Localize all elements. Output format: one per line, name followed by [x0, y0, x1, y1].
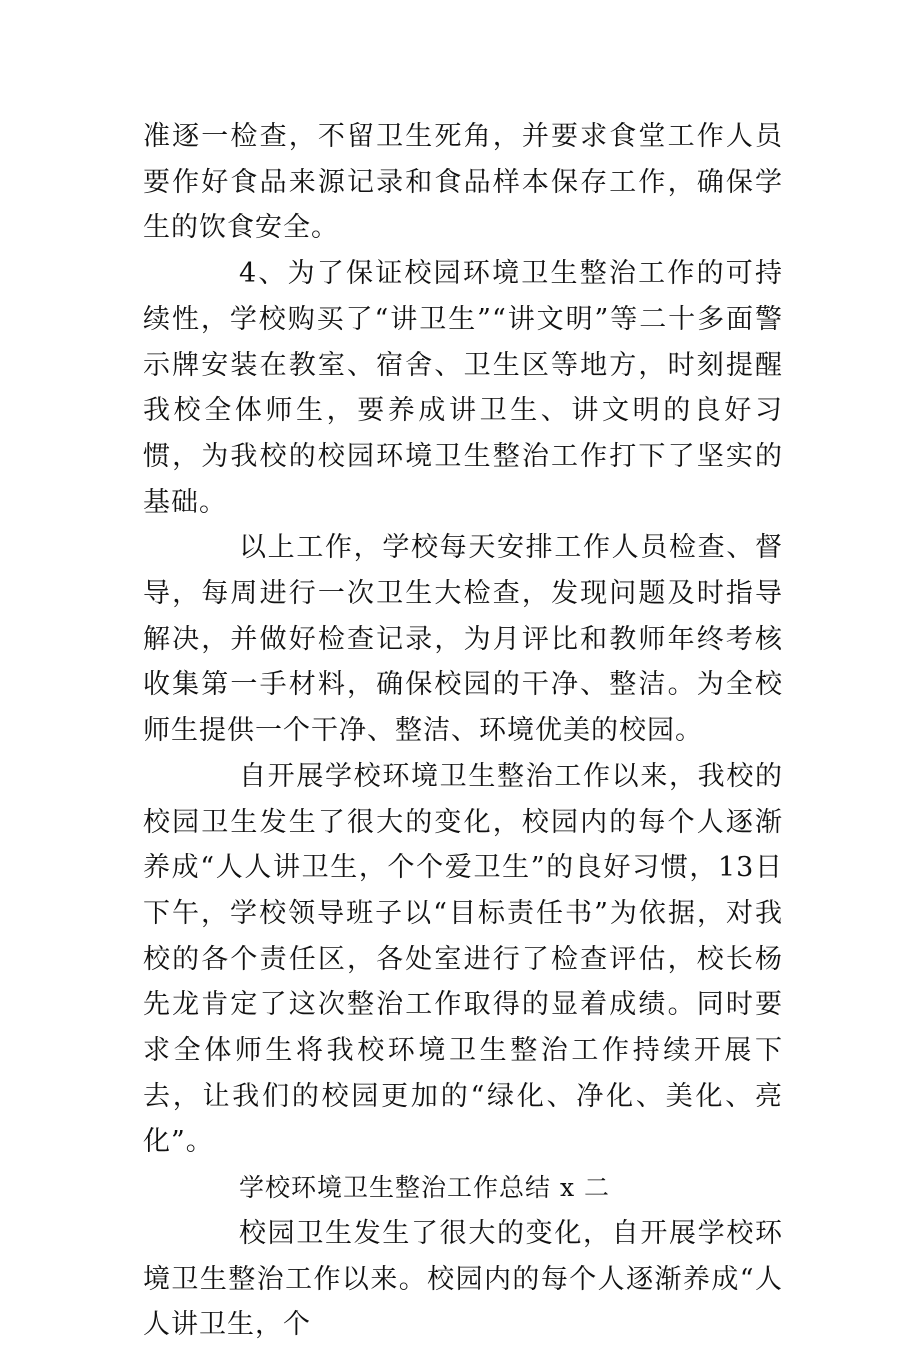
paragraph-warning-signs: 4、为了保证校园环境卫生整治工作的可持续性，学校购买了“讲卫生”“讲文明”等二十多面警示牌安装在教室、宿舍、卫生区等地方，时刻提醒我校全体师生，要养成讲卫生、讲文明的良好习惯，为我校的校园环境卫生整治工作打下了坚实的基础。: [143, 258, 783, 518]
paragraph-results: 自开展学校环境卫生整治工作以来，我校的校园卫生发生了很大的变化，校园内的每个人逐渐养成“人人讲卫生，个个爱卫生”的良好习惯，13日下午，学校领导班子以“目标责任书”为依据，对我校的各个责任区，各处室进行了检查评估，校长杨先龙肯定了这次整治工作取得的显着成绩。同时要求全体师生将我校环境卫生整治工作持续开展下去，让我们的校园更加的“绿化、净化、美化、亮化”。: [143, 760, 783, 1158]
paragraph-food-safety: 准逐一检查，不留卫生死角，并要求食堂工作人员要作好食品来源记录和食品样本保存工作，确保学生的饮食安全。: [143, 121, 783, 244]
paragraph-continued: 校园卫生发生了很大的变化，自开展学校环境卫生整治工作以来。校园内的每个人逐渐养成“人人讲卫生，个: [143, 1217, 783, 1341]
paragraph-daily-inspection: 以上工作，学校每天安排工作人员检查、督导，每周进行一次卫生大检查，发现问题及时指导解决，并做好检查记录，为月评比和教师年终考核收集第一手材料，确保校园的干净、整洁。为全校师生提供一个干净、整洁、环境优美的校园。: [143, 532, 783, 747]
section-heading: 学校环境卫生整治工作总结 x 二: [239, 1173, 610, 1203]
document-body: [143, 114, 783, 1348]
